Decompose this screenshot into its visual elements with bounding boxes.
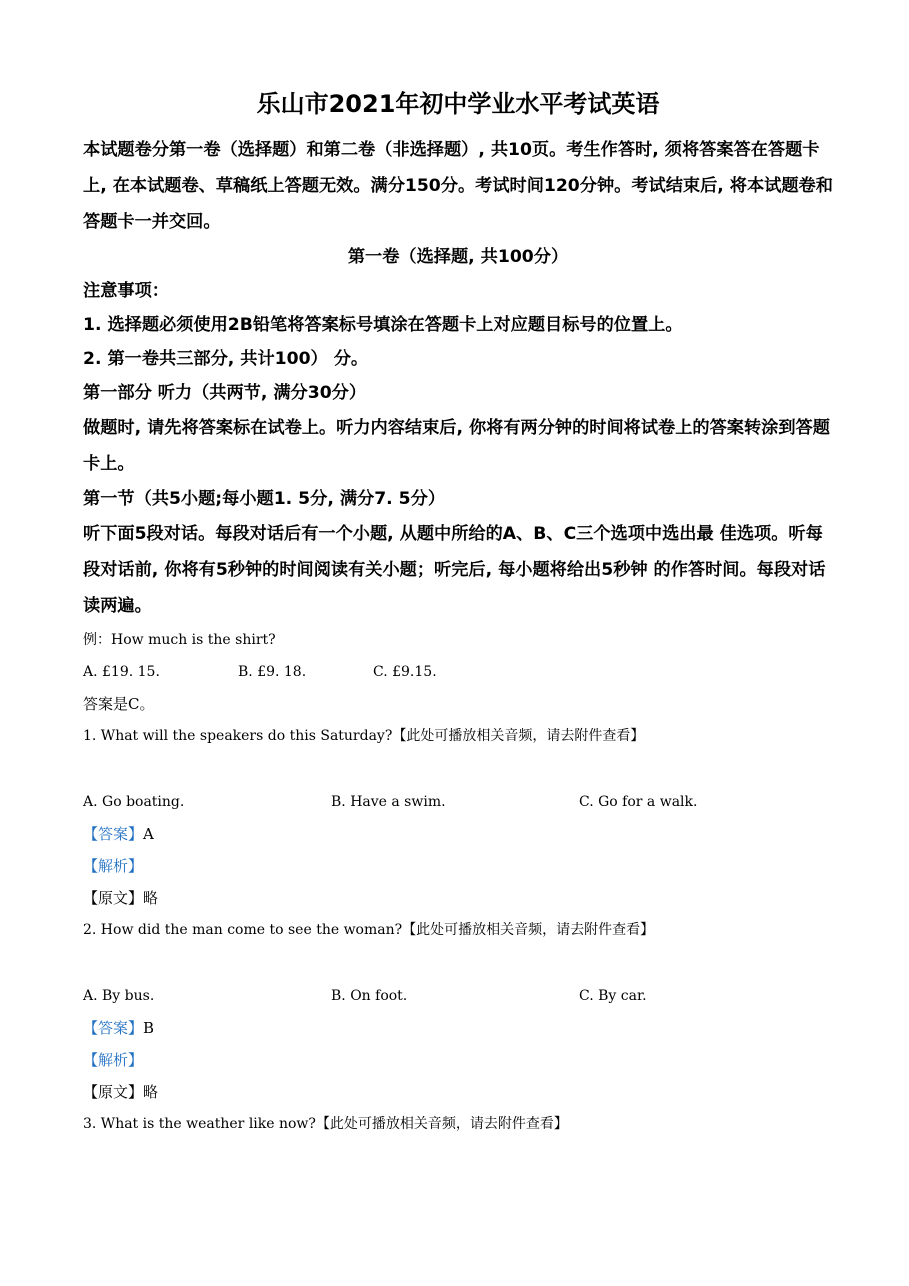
notice-item: 2. 第一卷共三部分, 共计100） 分。 — [83, 349, 369, 369]
example-option-a: A. £19. 15. — [83, 664, 160, 680]
question-2-option-b: B. On foot. — [331, 988, 408, 1004]
example-option-b: B. £9. 18. — [238, 664, 307, 680]
question-1-answer — [83, 818, 833, 850]
answer-tag: 【答案】 — [83, 825, 144, 843]
question-1-option-b: B. Have a swim. — [331, 794, 446, 810]
example-question: 例：How much is the shirt? — [83, 632, 276, 648]
exam-page — [83, 84, 833, 1140]
notice-item: 1. 选择题必须使用2B铅笔将答案标号填涂在答题卡上对应题目标号的位置上。 — [83, 315, 683, 335]
question-2-options — [83, 980, 833, 1012]
answer-tag: 【答案】 — [83, 1019, 144, 1037]
example-options — [83, 656, 833, 688]
intro-paragraph: 本试题卷分第一卷（选择题）和第二卷（非选择题）, 共10页。考生作答时, 须将答案答在答题卡上, 在本试题卷、草稿纸上答题无效。满分150分。考试时间120分钟。考试结束后, 将本试题卷和答题卡一并交回。 — [83, 140, 833, 232]
question-1-options — [83, 786, 833, 818]
question-2-option-c: C. By car. — [579, 988, 647, 1004]
volume-heading: 第一卷（选择题, 共100分） — [347, 247, 569, 267]
answer-value: B — [143, 1019, 155, 1037]
answer-value: A — [143, 825, 154, 843]
notice-heading: 注意事项： — [83, 281, 169, 301]
question-3-text: 3. What is the weather like now?【此处可播放相关音频，请去附件查看】 — [83, 1116, 568, 1132]
question-spacer — [83, 752, 833, 786]
question-2-source: 【原文】略 — [83, 1083, 159, 1101]
part1-instruction: 做题时, 请先将答案标在试卷上。听力内容结束后, 你将有两分钟的时间将试卷上的答案转涂到答题卡上。 — [83, 418, 830, 474]
question-2-text: 2. How did the man come to see the woman?【此处可播放相关音频，请去附件查看】 — [83, 922, 655, 938]
question-1-analysis: 【解析】 — [83, 857, 144, 875]
question-2-analysis: 【解析】 — [83, 1051, 144, 1069]
question-1-option-a: A. Go boating. — [83, 794, 185, 810]
page-title: 乐山市2021年初中学业水平考试英语 — [256, 90, 660, 118]
section1-instruction: 听下面5段对话。每段对话后有一个小题, 从题中所给的A、B、C三个选项中选出最 佳选项。听每段对话前, 你将有5秒钟的时间阅读有关小题；听完后, 每小题将给出5秒钟 的作答时间。每段对话读两遍。 — [83, 524, 826, 616]
question-2-option-a: A. By bus. — [83, 988, 155, 1004]
question-1-option-c: C. Go for a walk. — [579, 794, 698, 810]
question-2-answer — [83, 1012, 833, 1044]
question-1-text: 1. What will the speakers do this Saturday?【此处可播放相关音频，请去附件查看】 — [83, 728, 645, 744]
example-option-c: C. £9.15. — [373, 664, 437, 680]
question-spacer — [83, 946, 833, 980]
question-1-source: 【原文】略 — [83, 889, 159, 907]
example-answer: 答案是C。 — [83, 695, 155, 713]
section1-heading: 第一节（共5小题;每小题1. 5分, 满分7. 5分） — [83, 489, 446, 509]
part1-heading: 第一部分 听力（共两节, 满分30分） — [83, 383, 367, 403]
